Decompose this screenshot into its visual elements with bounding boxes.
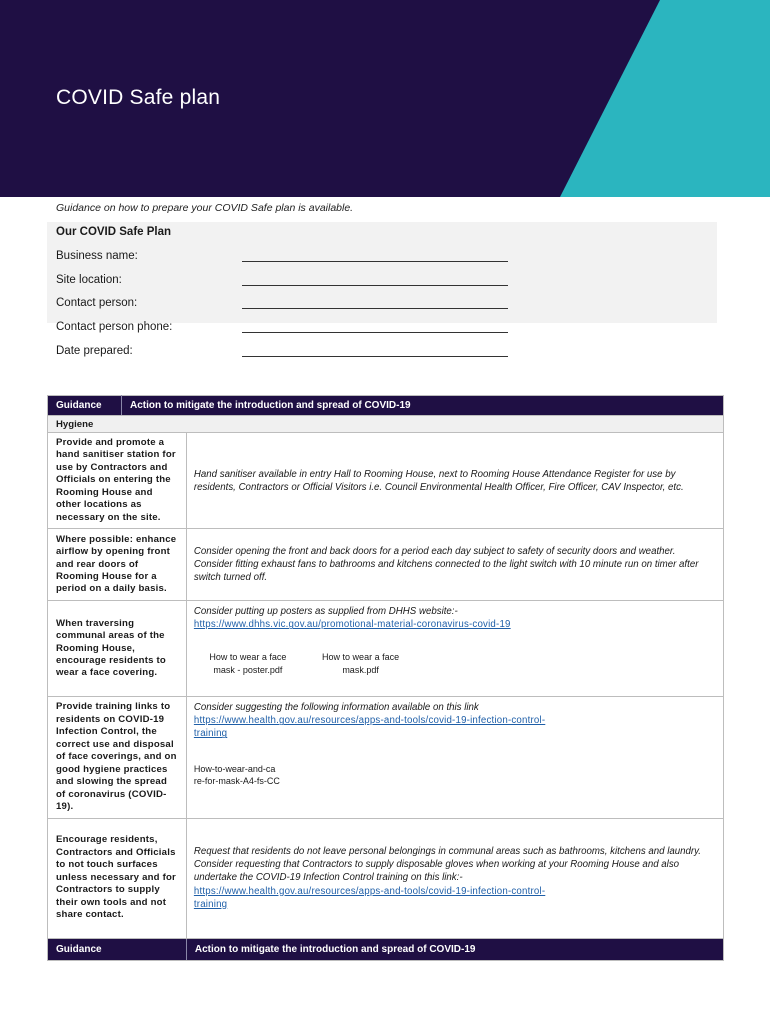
contact-phone-field[interactable] [242, 321, 508, 333]
action-text: Hand sanitiser available in entry Hall to Rooming House, next to Rooming House Attendance Register for use by residents, Contractors or Official Visitors i.e. Council Environmental Health Officer, Fire Officer, CAV Inspector, etc. [193, 468, 684, 493]
section-hygiene: Hygiene [48, 416, 724, 433]
action-cell [186, 601, 723, 697]
health-link-line2[interactable]: training [193, 898, 228, 910]
action-cell [186, 433, 723, 529]
business-name-field[interactable] [242, 250, 508, 262]
attachment-mask[interactable] [311, 651, 411, 675]
contact-phone-label: Contact person phone: [56, 321, 173, 333]
dhhs-link[interactable]: https://www.dhhs.vic.gov.au/promotional-material-coronavirus-covid-19 [193, 619, 511, 631]
action-text: Request that residents do not leave personal belongings in communal areas such as bathrooms, kitchens and laundry. [193, 846, 701, 858]
attachment-mask-line1: How to wear a face [322, 652, 400, 663]
date-prepared-field[interactable] [242, 345, 508, 357]
form-row-date-prepared [56, 345, 516, 363]
action-text: Consider suggesting the following information available on this link [193, 702, 479, 714]
table-row [48, 818, 724, 938]
guidance-cell: Where possible: enhance airflow by opening front and rear doors of Rooming House for a period on a daily basis. [48, 529, 187, 601]
footer-action: Action to mitigate the introduction and spread of COVID-19 [186, 938, 723, 960]
action-cell [186, 697, 723, 818]
attachment-poster[interactable] [198, 651, 298, 675]
form-row-contact-person [56, 297, 516, 315]
covid-plan-table [47, 395, 724, 961]
guidance-cell: Provide and promote a hand sanitiser station for use by Contractors and Officials on entering the Rooming House and other locations as necessary on the site. [48, 433, 187, 529]
header-action: Action to mitigate the introduction and spread of COVID-19 [122, 396, 724, 416]
guidance-cell: Provide training links to residents on COVID-19 Infection Control, the correct use and disposal of face coverings, and on good hygiene practices and slowing the spread of coronavirus (COVID-19). [48, 697, 187, 818]
attachment-wear-care-line2: re-for-mask-A4-fs-CC [193, 775, 280, 786]
health-link-line1[interactable]: https://www.health.gov.au/resources/apps-and-tools/covid-19-infection-control- [193, 885, 546, 897]
site-location-field[interactable] [242, 274, 508, 286]
header-guidance: Guidance [48, 396, 122, 416]
action-text-2: Consider requesting that Contractors to supply disposable gloves when working at your Rooming House and also undertake the COVID-19 Infection Control training on this link:- [193, 859, 680, 884]
header-banner [0, 0, 770, 197]
form-row-site-location [56, 274, 516, 292]
action-text-2: Consider fitting exhaust fans to bathrooms and kitchens connected to the light switch with 10 minute run on timer after switch turned off. [193, 559, 699, 584]
attachment-wear-care-line1: How-to-wear-and-ca [193, 763, 276, 774]
form-row-contact-phone [56, 321, 516, 339]
date-prepared-label: Date prepared: [56, 345, 133, 357]
action-cell [186, 818, 723, 938]
health-link-line1[interactable]: https://www.health.gov.au/resources/apps-and-tools/covid-19-infection-control- [193, 715, 546, 727]
section-row [48, 416, 724, 433]
business-name-label: Business name: [56, 250, 138, 262]
table-row [48, 601, 724, 697]
guidance-cell: When traversing communal areas of the Rooming House, encourage residents to wear a face covering. [48, 601, 187, 697]
action-text: Consider putting up posters as supplied from DHHS website:- [193, 606, 458, 618]
page-title: COVID Safe plan [56, 86, 221, 109]
contact-person-label: Contact person: [56, 297, 138, 309]
table-row [48, 433, 724, 529]
attachment-wear-care[interactable] [194, 763, 716, 787]
table-row [48, 529, 724, 601]
table-header-row [48, 396, 724, 416]
footer-guidance: Guidance [48, 938, 187, 960]
action-text: Consider opening the front and back doors for a period each day subject to safety of security doors and weather. [193, 546, 676, 558]
form-row-business-name [56, 250, 516, 268]
site-location-label: Site location: [56, 274, 122, 286]
attachment-mask-line2: mask.pdf [342, 664, 379, 675]
attachment-poster-line1: How to wear a face [209, 652, 287, 663]
health-link-line2[interactable]: training [193, 728, 228, 740]
action-cell [186, 529, 723, 601]
contact-person-field[interactable] [242, 297, 508, 309]
guidance-cell: Encourage residents, Contractors and Officials to not touch surfaces unless necessary and for Contractors to supply their own tools and not share contact. [48, 818, 187, 938]
attachment-poster-line2: mask - poster.pdf [213, 664, 283, 675]
table-footer-row [48, 938, 724, 960]
table-row [48, 697, 724, 818]
form-title: Our COVID Safe Plan [56, 226, 172, 238]
guidance-note: Guidance on how to prepare your COVID Safe plan is available. [56, 202, 354, 214]
